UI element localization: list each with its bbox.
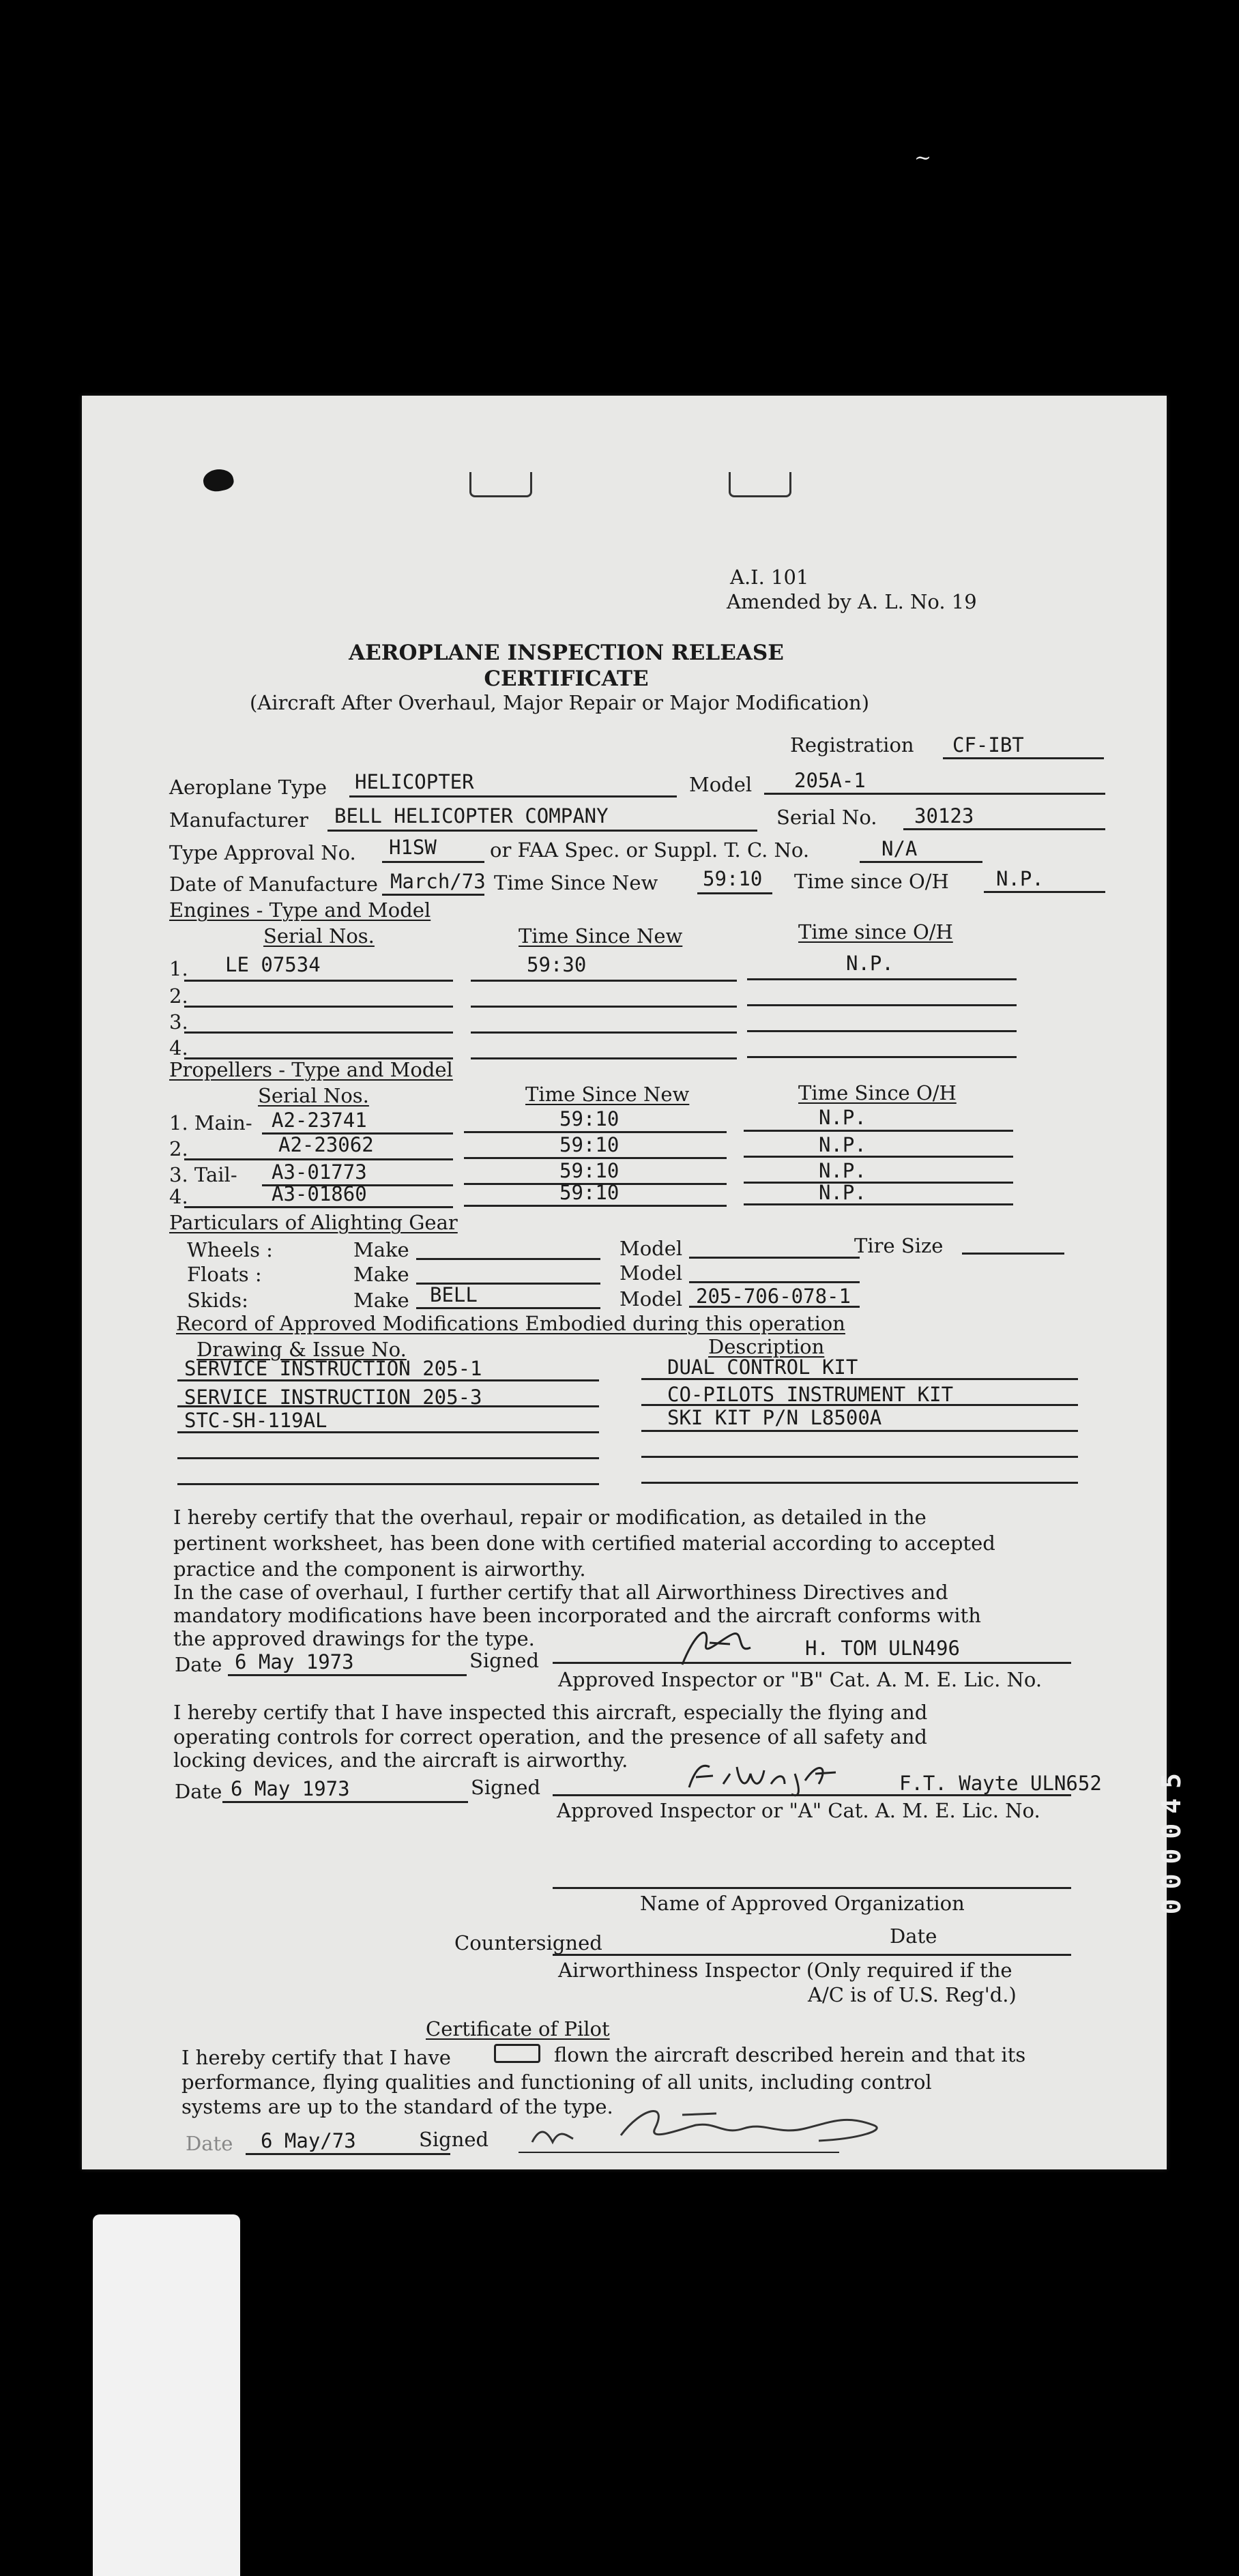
floats-make-label: Make bbox=[353, 1263, 409, 1286]
pilot-signed-label: Signed bbox=[419, 2128, 489, 2151]
skids-label: Skids: bbox=[187, 1289, 248, 1312]
pilot-heading: Certificate of Pilot bbox=[426, 2017, 610, 2040]
countersigned-label: Countersigned bbox=[454, 1931, 602, 1955]
pilot-blank-box bbox=[494, 2044, 540, 2063]
pilot-line: systems are up to the standard of the type. bbox=[181, 2095, 613, 2118]
engine-row-num: 3. bbox=[169, 1010, 188, 1034]
tso-label: Time since O/H bbox=[794, 870, 949, 893]
binder-hole-right bbox=[729, 472, 791, 497]
page-subtitle: (Aircraft After Overhaul, Major Repair or Major Modification) bbox=[249, 691, 870, 714]
cert2-line: locking devices, and the aircraft is airworthy. bbox=[173, 1748, 628, 1772]
skids-make-label: Make bbox=[353, 1289, 409, 1312]
skids-model-label: Model bbox=[620, 1287, 683, 1311]
pilot-signature bbox=[519, 2088, 914, 2156]
mod-description: SKI KIT P/N L8500A bbox=[667, 1406, 882, 1429]
airworthiness-inspector-note: A/C is of U.S. Reg'd.) bbox=[808, 1983, 1017, 2006]
cert1-date: 6 May 1973 bbox=[235, 1650, 354, 1673]
tso-line bbox=[984, 891, 1105, 893]
type-line bbox=[349, 795, 677, 797]
model-line bbox=[764, 793, 1105, 795]
registration-value: CF-IBT bbox=[952, 733, 1024, 757]
page-title: AEROPLANE INSPECTION RELEASE bbox=[349, 641, 784, 665]
registration-label: Registration bbox=[790, 733, 914, 757]
type-value: HELICOPTER bbox=[355, 770, 474, 793]
pilot-date-label: Date bbox=[186, 2132, 233, 2155]
margin-stamp: 000045 bbox=[1156, 1763, 1186, 1915]
propeller-tso: N.P. bbox=[819, 1181, 866, 1204]
binder-hole-left bbox=[469, 472, 532, 497]
engines-col-tso: Time since O/H bbox=[798, 920, 953, 943]
type-approval-value: H1SW bbox=[389, 836, 437, 859]
engine-tsn: 59:30 bbox=[527, 953, 587, 976]
skids-make-value: BELL bbox=[430, 1283, 478, 1306]
type-label: Aeroplane Type bbox=[169, 776, 327, 799]
registration-line bbox=[943, 757, 1104, 759]
amendment-note: Amended by A. L. No. 19 bbox=[727, 590, 977, 613]
dom-line bbox=[382, 894, 484, 896]
page-title-line2: CERTIFICATE bbox=[484, 667, 649, 691]
mod-description: CO-PILOTS INSTRUMENT KIT bbox=[667, 1383, 954, 1406]
floats-label: Floats : bbox=[187, 1263, 262, 1286]
faa-value: N/A bbox=[881, 837, 918, 860]
propellers-col-tsn: Time Since New bbox=[525, 1083, 690, 1106]
scan-speck: ~ bbox=[914, 146, 932, 170]
white-tab bbox=[93, 2214, 240, 2576]
cert1-line: mandatory modifications have been incorporated and the aircraft conforms with bbox=[173, 1604, 981, 1627]
countersign-line bbox=[553, 1954, 1071, 1956]
pilot-line: I hereby certify that I have bbox=[181, 2046, 451, 2069]
org-name-label: Name of Approved Organization bbox=[640, 1892, 965, 1915]
engine-tso: N.P. bbox=[846, 952, 894, 975]
engines-col-serial: Serial Nos. bbox=[263, 924, 375, 948]
mod-drawing: STC-SH-119AL bbox=[184, 1409, 327, 1432]
propeller-row-num: 4. bbox=[169, 1185, 188, 1208]
cert1-line: I hereby certify that the overhaul, repair or modification, as detailed in the bbox=[173, 1506, 927, 1529]
manufacturer-label: Manufacturer bbox=[169, 808, 308, 832]
engines-col-tsn: Time Since New bbox=[519, 924, 683, 948]
cert1-line: practice and the component is airworthy. bbox=[173, 1557, 586, 1581]
propellers-col-serial: Serial Nos. bbox=[258, 1084, 369, 1107]
cert1-date-label: Date bbox=[175, 1653, 222, 1676]
propeller-row-num: 3. Tail- bbox=[169, 1163, 237, 1186]
cert2-line: operating controls for correct operation, and the presence of all safety and bbox=[173, 1725, 927, 1748]
tsn-line bbox=[697, 892, 772, 894]
propeller-serial: A3-01773 bbox=[272, 1160, 367, 1184]
tsn-value: 59:10 bbox=[703, 867, 763, 890]
cert1-line: pertinent worksheet, has been done with certified material according to accepted bbox=[173, 1532, 995, 1555]
cert1-line: the approved drawings for the type. bbox=[173, 1627, 535, 1650]
propeller-tso: N.P. bbox=[819, 1133, 866, 1156]
cert2-date-label: Date bbox=[175, 1780, 222, 1803]
model-value: 205A-1 bbox=[794, 769, 866, 792]
propeller-row-num: 2. bbox=[169, 1137, 188, 1160]
serial-line bbox=[903, 828, 1105, 830]
engine-serial: LE 07534 bbox=[225, 953, 321, 976]
propeller-tsn: 59:10 bbox=[559, 1181, 620, 1204]
engine-row-num: 4. bbox=[169, 1036, 188, 1059]
serial-value: 30123 bbox=[914, 804, 974, 828]
engine-row-num: 2. bbox=[169, 984, 188, 1008]
propeller-serial: A2-23062 bbox=[278, 1133, 374, 1156]
cert2-line: I hereby certify that I have inspected this aircraft, especially the flying and bbox=[173, 1701, 928, 1724]
mods-heading: Record of Approved Modifications Embodied during this operation bbox=[176, 1312, 845, 1335]
serial-label: Serial No. bbox=[776, 806, 877, 829]
cert1-inspector-role: Approved Inspector or "B" Cat. A. M. E. Lic. No. bbox=[558, 1668, 1043, 1691]
propeller-serial: A3-01860 bbox=[272, 1182, 367, 1205]
mods-col-desc: Description bbox=[708, 1335, 825, 1358]
skids-model-value: 205-706-078-1 bbox=[696, 1285, 851, 1308]
cert1-line: In the case of overhaul, I further certify that all Airworthiness Directives and bbox=[173, 1581, 948, 1604]
ink-blot bbox=[201, 467, 235, 494]
wheels-make-label: Make bbox=[353, 1238, 409, 1261]
manufacturer-value: BELL HELICOPTER COMPANY bbox=[334, 804, 609, 828]
engine-row-num: 1. bbox=[169, 957, 188, 980]
org-date-label: Date bbox=[890, 1924, 937, 1948]
floats-model-label: Model bbox=[620, 1261, 683, 1285]
propeller-tso: N.P. bbox=[819, 1159, 866, 1182]
form-number: A.I. 101 bbox=[730, 566, 809, 589]
airworthiness-inspector-label: Airworthiness Inspector (Only required if the bbox=[558, 1959, 1012, 1982]
type-approval-line bbox=[382, 861, 484, 863]
propeller-tso: N.P. bbox=[819, 1106, 866, 1129]
propellers-heading: Propellers - Type and Model bbox=[169, 1058, 453, 1081]
tso-value: N.P. bbox=[996, 867, 1044, 890]
propellers-col-tso: Time Since O/H bbox=[798, 1081, 957, 1104]
cert1-inspector-name: H. TOM ULN496 bbox=[805, 1637, 960, 1660]
propeller-serial: A2-23741 bbox=[272, 1109, 367, 1132]
dom-value: March/73 bbox=[390, 870, 486, 893]
faa-line bbox=[860, 861, 982, 863]
mod-drawing: SERVICE INSTRUCTION 205-1 bbox=[184, 1357, 482, 1380]
pilot-line: flown the aircraft described herein and that its bbox=[554, 2043, 1026, 2066]
mod-drawing: SERVICE INSTRUCTION 205-3 bbox=[184, 1386, 482, 1409]
type-approval-label: Type Approval No. bbox=[169, 841, 356, 864]
tire-size-label: Tire Size bbox=[854, 1234, 944, 1257]
cert2-signed-label: Signed bbox=[471, 1776, 541, 1799]
gear-heading: Particulars of Alighting Gear bbox=[169, 1211, 458, 1234]
mods-col-drawing: Drawing & Issue No. bbox=[196, 1338, 407, 1361]
pilot-date: 6 May/73 bbox=[261, 2129, 356, 2152]
tsn-label: Time Since New bbox=[494, 871, 658, 894]
wheels-model-label: Model bbox=[620, 1237, 683, 1260]
propeller-row-num: 1. Main- bbox=[169, 1111, 252, 1135]
cert2-date: 6 May 1973 bbox=[231, 1777, 350, 1800]
manufacturer-line bbox=[327, 830, 757, 832]
engines-heading: Engines - Type and Model bbox=[169, 898, 431, 922]
wheels-label: Wheels : bbox=[187, 1238, 273, 1261]
propeller-tsn: 59:10 bbox=[559, 1159, 620, 1182]
pilot-line: performance, flying qualities and functioning of all units, including control bbox=[181, 2070, 932, 2094]
model-label: Model bbox=[689, 773, 753, 796]
propeller-tsn: 59:10 bbox=[559, 1107, 620, 1130]
cert1-signed-label: Signed bbox=[469, 1649, 540, 1672]
faa-label: or FAA Spec. or Suppl. T. C. No. bbox=[490, 838, 810, 862]
certificate-page bbox=[82, 396, 1167, 2169]
org-line bbox=[553, 1887, 1071, 1889]
mod-description: DUAL CONTROL KIT bbox=[667, 1356, 858, 1379]
dom-label: Date of Manufacture bbox=[169, 873, 378, 896]
propeller-tsn: 59:10 bbox=[559, 1133, 620, 1156]
cert2-inspector-name: F.T. Wayte ULN652 bbox=[899, 1772, 1102, 1795]
cert2-inspector-role: Approved Inspector or "A" Cat. A. M. E. Lic. No. bbox=[557, 1799, 1040, 1822]
